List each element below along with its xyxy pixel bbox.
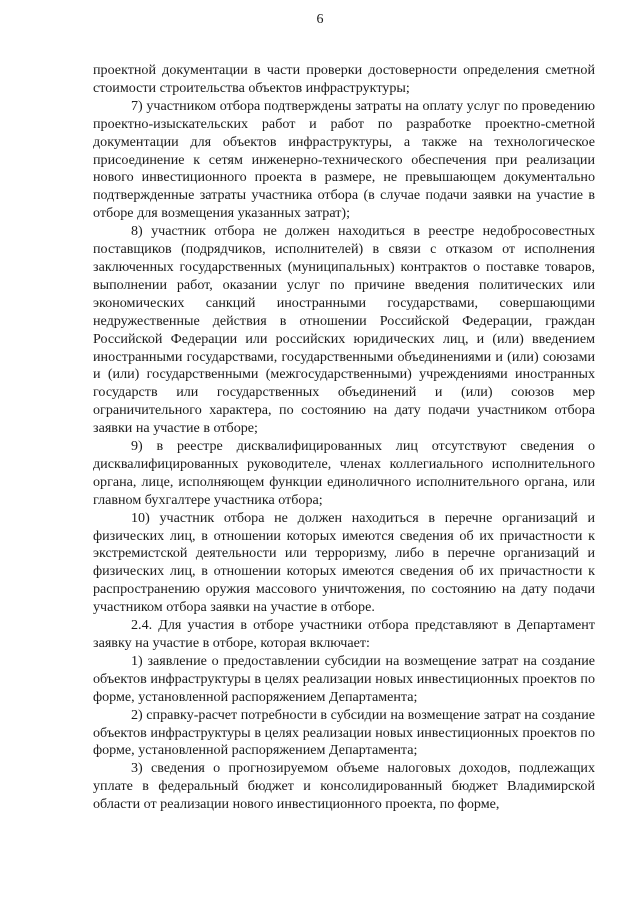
paragraph-subitem-1: 1) заявление о предоставлении субсидии на возмещение затрат на создание объектов инфраструктуры в целях реализации новых инвестиционных проектов по форме, установленной распоряжением Департамента; (93, 652, 595, 705)
paragraph-continuation: проектной документации в части проверки достоверности определения сметной стоимости строительства объектов инфраструктуры; (93, 62, 595, 96)
paragraph-item-10: 10) участник отбора не должен находиться в перечне организаций и физических лиц, в отношении которых имеются сведения об их причастности к экстремистской деятельности или терроризму, либо в перечне организаций и физических лиц, в отношении которых имеются сведения об их причастности к распространению оружия массового уничтожения, по состоянию на дату подачи участником отбора заявки на участие в отборе. (93, 509, 595, 616)
body-text (93, 62, 595, 814)
paragraph-item-9: 9) в реестре дисквалифицированных лиц отсутствуют сведения о дисквалифицированных руководителе, членах коллегиального исполнительного органа, лице, исполняющем функции единоличного исполнительного органа, или главном бухгалтере участника отбора; (93, 438, 595, 508)
page-number: 6 (316, 12, 324, 27)
paragraph-section-2-4: 2.4. Для участия в отборе участники отбора представляют в Департамент заявку на участие в отборе, которая включает: (93, 617, 595, 651)
paragraph-subitem-3: 3) сведения о прогнозируемом объеме налоговых доходов, подлежащих уплате в федеральный бюджет и консолидированный бюджет Владимирской области от реализации нового инвестиционного проекта, по форме, (93, 760, 595, 813)
paragraph-item-8: 8) участник отбора не должен находиться в реестре недобросовестных поставщиков (подрядчиков, исполнителей) в связи с отказом от исполнения заключенных государственных (муниципальных) контрактов о поставке товаров, выполнении работ, оказании услуг по причине введения политических или экономических санкций иностранными государствами, совершающими недружественные действия в отношении Российской Федерации, граждан Российской Федерации или российских юридических лиц, и (или) введением иностранными государствами, государственными объединениями и (или) союзами и (или) государственными (межгосударственными) учреждениями иностранных государств или государственных объединений и (или) союзов мер ограничительного характера, по состоянию на дату подачи участником отбора заявки на участие в отборе; (93, 223, 595, 437)
paragraph-subitem-2: 2) справку-расчет потребности в субсидии на возмещение затрат на создание объектов инфраструктуры в целях реализации новых инвестиционных проектов по форме, установленной распоряжением Департамента; (93, 706, 595, 759)
paragraph-item-7: 7) участником отбора подтверждены затраты на оплату услуг по проведению проектно-изыскательских работ и работ по разработке проектно-сметной документации для объектов инфраструктуры, а также на технологическое присоединение к сетям инженерно-технического обеспечения при реализации нового инвестиционного проекта в размере, не превышающем документально подтвержденные затраты участника отбора (в случае подачи заявки на участие в отборе для возмещения указанных затрат); (93, 97, 595, 222)
